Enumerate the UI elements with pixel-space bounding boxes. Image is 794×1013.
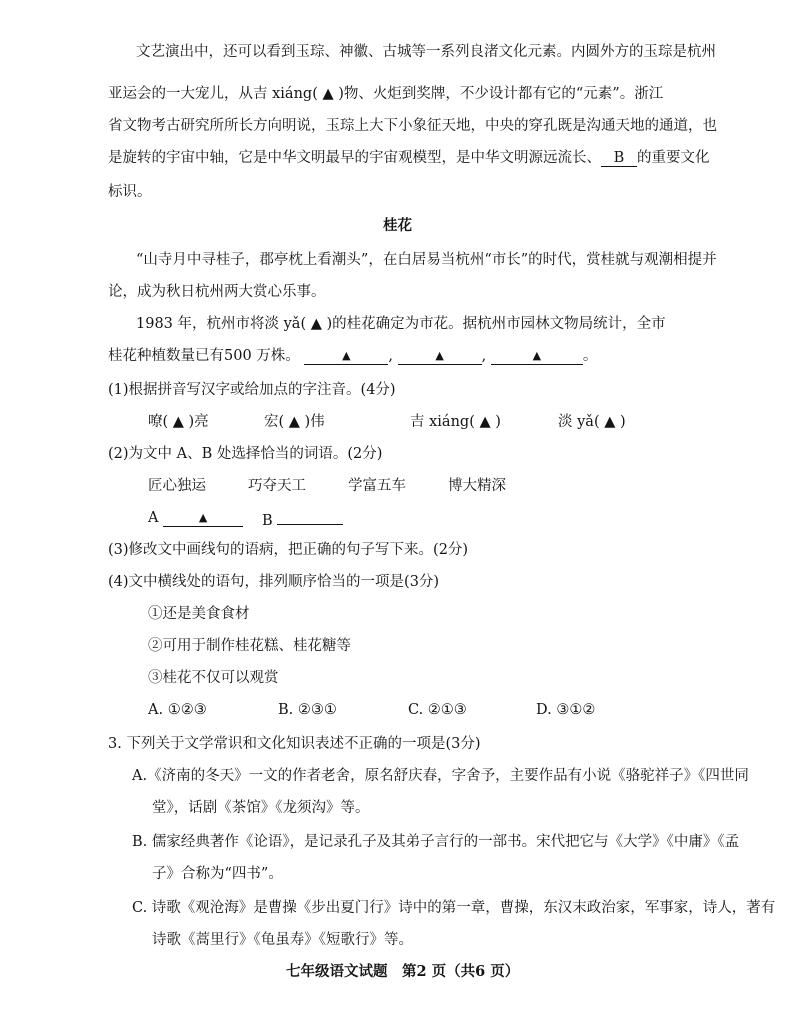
page-footer: 七年级语文试题 第2 页（共6 页）: [286, 963, 520, 980]
q2-stem: (2)为文中 A、B 处选择恰当的词语。(2分): [108, 446, 383, 462]
section-title: 桂花: [383, 217, 412, 234]
order-blank-3[interactable]: [491, 348, 583, 365]
question3-option-c-line-1[interactable]: C. 诗歌《观沧海》是曹操《步出夏门行》诗中的第一章，曹操，东汉末政治家，军事家，诗人，著有: [132, 900, 776, 916]
question3-option-c-line-2[interactable]: 诗歌《蒿里行》《龟虽寿》《短歌行》等。: [152, 932, 413, 948]
q2-answer-a: [148, 508, 243, 528]
q2-b-label: B: [262, 513, 273, 529]
question3-option-a-line-1[interactable]: A.《济南的冬天》一文的作者老舍，原名舒庆春，字舍予，主要作品有小说《骆驼祥子》《四世同: [132, 768, 749, 784]
q2-a-label: A: [148, 510, 159, 526]
q1-item-4[interactable]: 淡 yǎ( ▲ ): [558, 414, 626, 430]
q2-option-4: 博大精深: [448, 478, 506, 494]
q2-blank-b[interactable]: [277, 508, 343, 525]
q4-choice-b[interactable]: B. ②③①: [278, 702, 337, 718]
passage2-line-3: 1983 年，杭州市将淡 yǎ( ▲ )的桂花确定为市花。据杭州市园林文物局统计，全市: [136, 316, 666, 332]
q4-choice-d[interactable]: D. ③①②: [536, 702, 596, 718]
passage1-line-3: 省文物考古研究所所长方向明说，玉琮上大下小象征天地，中央的穿孔既是沟通天地的通道，也: [108, 118, 717, 134]
passage1-line-5: 标识。: [108, 184, 152, 200]
q4-stem: (4)文中横线处的语句，排列顺序恰当的一项是(3分): [108, 574, 440, 590]
q1-item-2[interactable]: 宏( ▲ )伟: [264, 414, 325, 430]
passage1-line-4-tail: 的重要文化: [637, 150, 710, 166]
question3-option-b-line-2[interactable]: 子》合称为“四书”。: [152, 866, 283, 882]
triangle-mark-icon: ▲: [342, 349, 351, 362]
q2-option-2: 巧夺天工: [248, 478, 306, 494]
order-blank-1[interactable]: [304, 348, 388, 365]
passage2-line-4: 桂花种植数量已有500 万株。 ▲ , ▲ , ▲ 。: [108, 348, 598, 364]
q4-sentence-2: ②可用于制作桂花糕、桂花糖等: [148, 638, 351, 654]
question3-option-b-line-1[interactable]: B. 儒家经典著作《论语》，是记录孔子及其弟子言行的一部书。宋代把它与《大学》《中庸》《孟: [132, 834, 740, 850]
q2-option-3: 学富五车: [348, 478, 406, 494]
q2-option-1: 匠心独运: [148, 478, 206, 494]
passage1-line-2: 亚运会的一大宠儿，从吉 xiáng( ▲ )物、火炬到奖牌，不少设计都有它的“元素”。浙江: [108, 86, 664, 102]
q4-sentence-1: ①还是美食食材: [148, 606, 250, 622]
q2-answer-b: [262, 508, 343, 531]
triangle-mark-icon: ▲: [435, 349, 444, 362]
q1-item-1[interactable]: 嘹( ▲ )亮: [148, 414, 209, 430]
triangle-mark-icon: ▲: [532, 349, 542, 362]
order-blank-2[interactable]: [398, 348, 482, 365]
passage1-line-4-text: 是旋转的宇宙中轴，它是中华文明最早的宇宙观模型，是中华文明源远流长、: [108, 150, 601, 166]
passage2-line-4-text: 桂花种植数量已有500 万株。: [108, 348, 300, 364]
q4-choice-a[interactable]: A. ①②③: [148, 702, 207, 718]
blank-b[interactable]: B: [601, 150, 637, 167]
question3-stem: 3. 下列关于文学常识和文化知识表述不正确的一项是(3分): [108, 736, 481, 752]
q1-item-3[interactable]: 吉 xiáng( ▲ ): [410, 414, 501, 430]
triangle-mark-icon: ▲: [198, 511, 208, 524]
q1-stem: (1)根据拼音写汉字或给加点的字注音。(4分): [108, 382, 396, 398]
q2-blank-a[interactable]: [163, 510, 243, 527]
q4-choice-c[interactable]: C. ②①③: [408, 702, 467, 718]
passage2-line-2: 论，成为秋日杭州两大赏心乐事。: [108, 284, 326, 300]
q4-sentence-3: ③桂花不仅可以观赏: [148, 670, 279, 686]
question3-option-a-line-2[interactable]: 堂》，话剧《茶馆》《龙须沟》等。: [152, 800, 370, 816]
passage1-line-1: 文艺演出中，还可以看到玉琮、神徽、古城等一系列良渚文化元素。内圆外方的玉琮是杭州: [136, 44, 716, 60]
q3-stem: (3)修改文中画线句的语病，把正确的句子写下来。(2分): [108, 542, 469, 558]
passage2-line-1: “山寺月中寻桂子，郡亭枕上看潮头”，在白居易当杭州“市长”的时代，赏桂就与观潮相提并: [136, 252, 717, 268]
passage1-line-4: [108, 148, 710, 168]
